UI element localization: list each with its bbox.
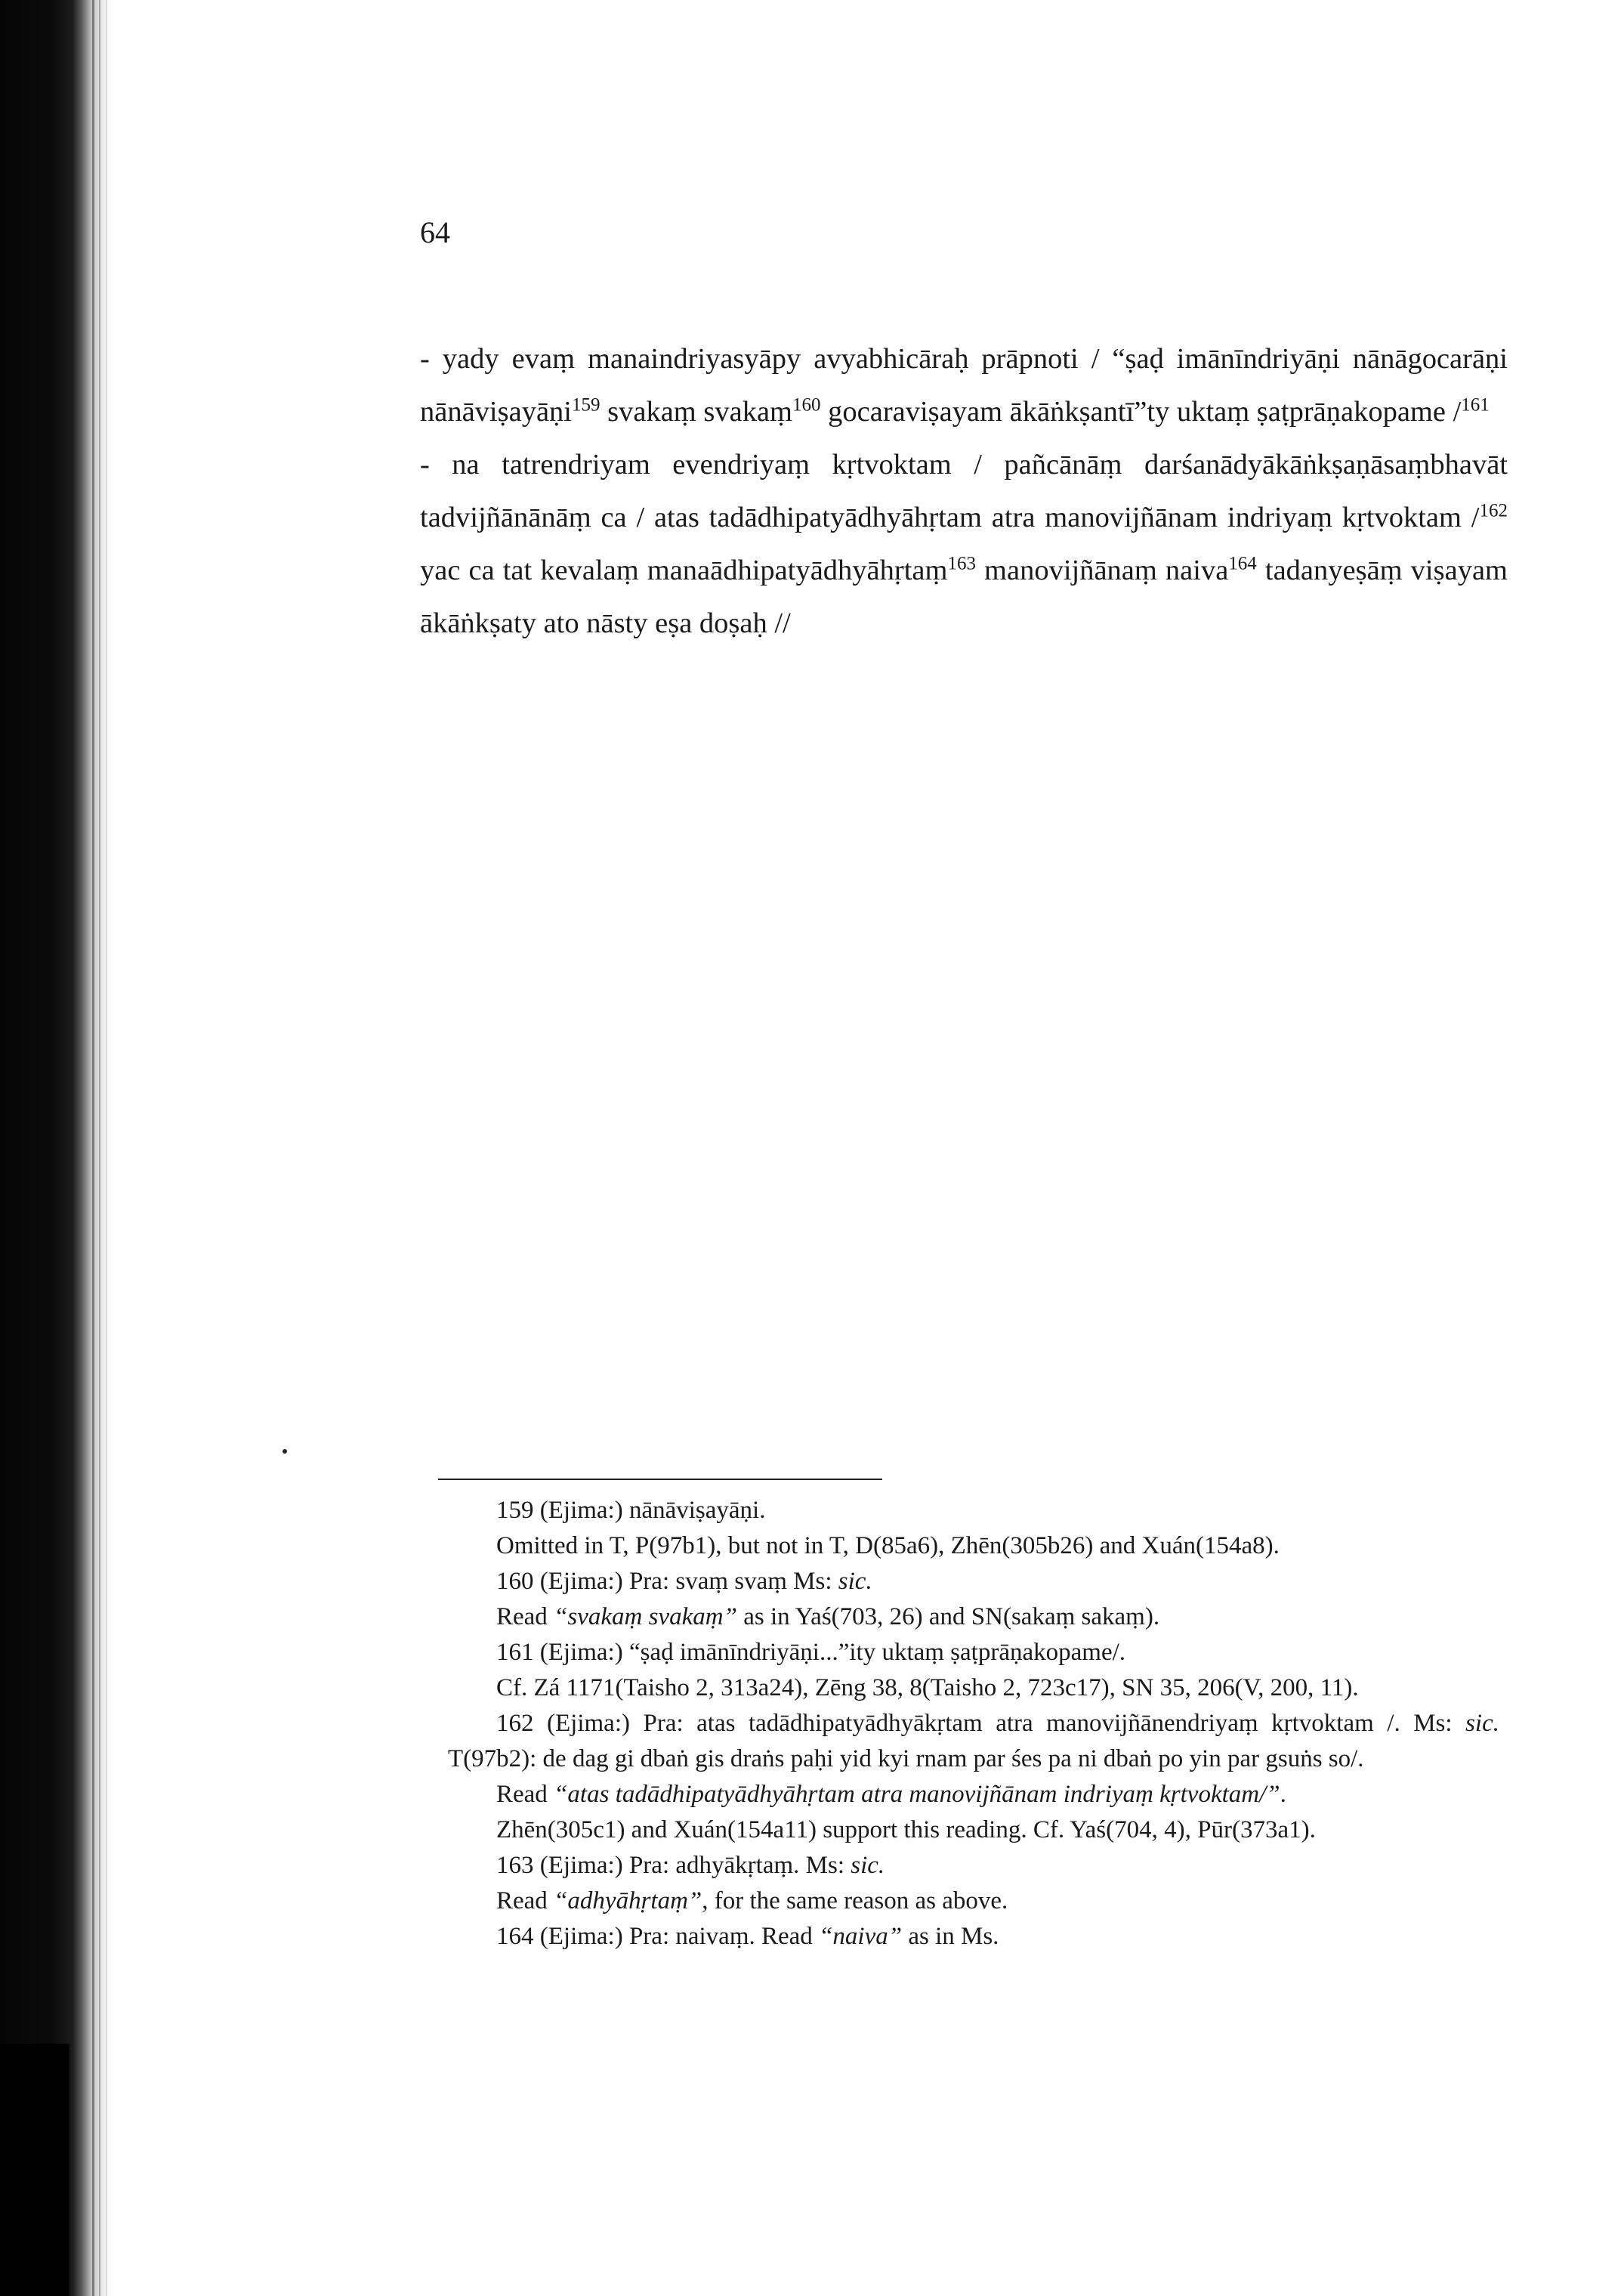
main-text (420, 332, 1508, 650)
text-run: as in Yaś(703, 26) and SN(sakaṃ sakaṃ). (736, 1603, 1160, 1630)
footnote-ref-160[interactable]: 160 (792, 394, 821, 416)
footnote-163-note (448, 1883, 1499, 1919)
footnotes (448, 1493, 1499, 1955)
text-run: Read (496, 1781, 554, 1808)
footnote-163 (448, 1848, 1499, 1883)
footnote-159-note: Omitted in T, P(97b1), but not in T, D(85a6), Zhēn(305b26) and Xuán(154a8). (496, 1532, 1280, 1559)
text-run: as in Ms. (902, 1923, 999, 1950)
footnote-separator (438, 1479, 882, 1480)
footnote-ref-164[interactable]: 164 (1228, 553, 1257, 574)
footnote-162 (448, 1706, 1499, 1777)
text-run: gocaraviṣayam ākāṅkṣantī”ty uktaṃ ṣaṭprāṇakopame / (820, 396, 1462, 428)
main-paragraph-2 (420, 438, 1508, 650)
text-run: Read (496, 1603, 554, 1630)
scan-streak (99, 0, 100, 2296)
text-run-italic: “svakaṃ svakaṃ” (554, 1603, 737, 1630)
text-run-italic: “adhyāhṛtaṃ” (554, 1887, 702, 1914)
text-run: , for the same reason as above. (702, 1887, 1008, 1914)
text-run-italic: “naiva” (819, 1923, 903, 1950)
text-run: Read (496, 1887, 554, 1914)
text-run: svakaṃ svakaṃ (600, 396, 792, 428)
footnote-ref-163[interactable]: 163 (947, 553, 976, 574)
text-run: T(97b2): de dag gi dbaṅ gis draṅs paḥi yid kyi rnam par śes pa ni dbaṅ po yin par gsuṅs so/. (448, 1745, 1364, 1772)
footnote-162-support: Zhēn(305c1) and Xuán(154a11) support this reading. Cf. Yaś(704, 4), Pūr(373a1). (496, 1816, 1316, 1843)
footnote-161-note: Cf. Zá 1171(Taisho 2, 313a24), Zēng 38, 8(Taisho 2, 723c17), SN 35, 206(V, 200, 11). (496, 1674, 1359, 1701)
scan-streak (106, 0, 107, 2296)
scan-dust-mark (283, 1449, 287, 1454)
text-run-italic: sic. (851, 1852, 885, 1879)
text-run: - na tatrendriyam evendriyaṃ kṛtvoktam / pañcānāṃ darśanādyākāṅkṣaṇāsaṃbhavāt tadvijñānānāṃ ca / atas tadādhipatyādhyāhṛtam atra manovijñānam indriyaṃ kṛtvoktam / (420, 449, 1508, 533)
text-run: 164 (Ejima:) Pra: naivaṃ. Read (496, 1923, 820, 1950)
footnote-ref-162[interactable]: 162 (1479, 500, 1508, 521)
text-run: manovijñānaṃ naiva (975, 555, 1229, 586)
text-run-italic: “atas tadādhipatyādhyāhṛtam atra manovijñānam indriyaṃ kṛtvoktam/” (554, 1781, 1280, 1808)
footnote-159: 159 (Ejima:) nānāviṣayāṇi. (496, 1497, 766, 1524)
main-paragraph-1 (420, 332, 1508, 438)
text-run: - yady evaṃ manaindriyasyāpy avyabhicāraḥ prāpnoti / “ṣaḍ imānīndriyāṇi nānāgocarāṇi nānāviṣayāṇi (420, 343, 1508, 428)
footnote-161: 161 (Ejima:) “ṣaḍ imānīndriyāṇi...”ity uktaṃ ṣaṭprāṇakopame/. (496, 1639, 1126, 1666)
text-run: 163 (Ejima:) Pra: adhyākṛtaṃ. Ms: (496, 1852, 851, 1879)
scan-binding-edge (0, 0, 113, 2296)
footnote-160-note (448, 1599, 1499, 1635)
footnote-162-note (448, 1777, 1499, 1812)
footnote-ref-159[interactable]: 159 (571, 394, 601, 416)
text-run-italic: sic. (1465, 1710, 1499, 1737)
scan-binding-notch (0, 2044, 69, 2296)
footnote-164 (448, 1919, 1499, 1955)
footnote-ref-161[interactable]: 161 (1461, 394, 1490, 416)
text-run-italic: sic. (838, 1568, 872, 1595)
scan-streak (92, 0, 94, 2296)
text-run: . (1280, 1781, 1286, 1808)
text-run: yac ca tat kevalaṃ manaādhipatyādhyāhṛtaṃ (420, 555, 948, 586)
footnote-160 (448, 1564, 1499, 1599)
page-number: 64 (420, 215, 450, 249)
text-run: 160 (Ejima:) Pra: svaṃ svaṃ Ms: (496, 1568, 838, 1595)
text-run: tadanyeṣāṃ viṣayam ākāṅkṣaty ato nāsty eṣa doṣaḥ // (420, 555, 1508, 639)
text-run: 162 (Ejima:) Pra: atas tadādhipatyādhyākṛtam atra manovijñānendriyaṃ kṛtvoktam /. Ms: (496, 1710, 1466, 1737)
